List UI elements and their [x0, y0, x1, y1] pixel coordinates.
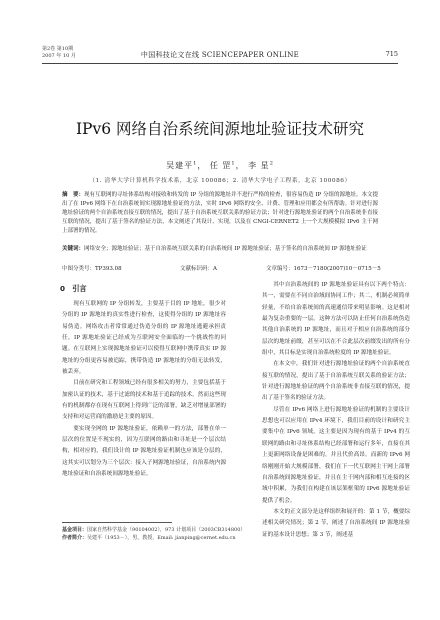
keywords-text: 网络安全；源地址验证；基于自治系统互联关系的自治系统间 IP 源地址验证；基于签名的自治系统间 IP 源地址验证	[84, 246, 367, 252]
document-code: 文献标识码：A	[180, 266, 217, 272]
abstract	[62, 191, 378, 236]
clc-number: 中图分类号：TP393.08	[62, 266, 122, 272]
right-column	[262, 280, 410, 541]
paper-title: IPv6 网络自治系统间源地址验证技术研究	[75, 120, 365, 138]
author-name: 李 星	[248, 161, 270, 170]
author-separator: ，	[197, 161, 207, 170]
fund-text: 国家自然科学基金（90104002），973 计划项目（2003CB314800）	[87, 527, 246, 533]
classification-line	[62, 264, 390, 272]
body-paragraph: 本文的正文部分是这样组织和展开的：第 1 节，概要综述相关研究情况；第 2 节，阐述了自治系统间 IP 源地址验证的基本设计思想；第 3 节，阐述基	[262, 508, 410, 538]
author-separator: ，	[235, 161, 245, 170]
author-affil-mark: 2	[269, 160, 274, 167]
author-bio-label: 作者简介：	[62, 535, 88, 541]
keywords-label: 关键词：	[62, 246, 85, 252]
body-paragraph: 要实现全网的 IP 源地址验证，依赖单一的方法，部署在单一层次的位置是不现实的，因为互联网的路由和寻址是一个层次结构，相对应的，我们设计的 IP 源地址验证机制也应该是分层的，这其实可以划分为三个层次：接入子网源地址验证，自治系统内源地址验证和自治系统间源地址验证。	[62, 425, 226, 478]
journal-name: 中国科技论文在线 SCIENCEPAPER ONLINE	[140, 51, 300, 59]
article-number: 文章编号：1673－7180(2007)10－0715－5	[266, 266, 381, 272]
author-bio	[62, 534, 398, 542]
author-list	[0, 160, 440, 171]
body-paragraph: 其中自治系统间的 IP 源地址验证具有以下两个特点：其一，需要在不同自治域间协同工作；其二，机制必须简单轻量，不给自治系统间的高速通信带来明显影响。这是相对最为复杂重要的一层。这种方法可以防止任何自治系统伪造其他自治系统的 IP 源地址，而且对于相应自治系统的部分层次的地址前缀，甚至可以在不合此层次前缀发出的所有分组中，其目标是实现自治系统粒度的 IP 源地址验证。	[262, 282, 410, 357]
footnote-rule	[62, 522, 172, 523]
body-paragraph: 目前在研究和工程领域已经有很多相关的努力，主要包括基于加密认证的技术，基于过滤的技术和基于追踪的技术。然而这些现有的机制都存在现有互联网上得到广泛的部署，缺乏对增量部署的支持和对运营商的激励是主要的原因。	[62, 380, 226, 421]
body-paragraph: 尽管在 IPv6 网络上进行源地址验证的机制的主要设计思想也可以应用在 IPv4 环境下，我们目前的设计和研究主要集中在 IPv6 领域，这主要是因为现有的基于 IPv4 的互联网的路由和寻址体系结构已经部署和运行多年，直接在其上更新网络设备是困难的，并且代价高昂。而新的 IPv6 网络刚刚开始大规模部署，我们在下一代互联网主干网上部署自治系统间源地址验证，并且在主干网内部和相互连接的区域中积累，为我们在构建在该层架框架的 IPv6 源地址验证提供了机会。	[262, 406, 410, 504]
issue-volume: 第2卷 第10期	[42, 46, 74, 52]
body-paragraph: 在本文中，我们针对进行源地址验证的两个自治系统直接互联的情况，提出了基于自治系统互联关系的验证方法；针对进行源地址验证的两个自治系统非直接互联的情况，提出了基于签名的验证方法。	[262, 361, 410, 402]
left-column	[62, 280, 226, 481]
author-name: 任 罡	[209, 161, 232, 170]
keywords	[62, 245, 378, 254]
issue-date: 2007 年 10 月	[42, 52, 76, 59]
author-bio-text: 吴建平（1953－），男，教授，Email: jianping@cernet.edu.cn	[87, 535, 236, 541]
footnote	[62, 526, 398, 542]
abstract-text: 现有互联网的寻址体系结构对接收和转发的 IP 分组的源地址并不进行严格的检查，很容易伪造 IP 分组的源地址。本文提出了在 IPv6 网络下在自治系统间实现源地址验证的方法，实时 IPv6 网络的安全、计费、管理和应用都会有所帮助。针对进行源地址验证的两个自治系统直接互联的情况，提出了基于自治系统互联关系的验证方法；针对进行源地址验证的两个自治系统非直接互联的情况，提出了基于签名的验证方法，本文阐述了其设计、实现，以及在 CNGI-CERNET2 上一个大规模模拟 IPv6 主干网上部署的情况。	[62, 192, 378, 235]
author-name: 吴建平	[166, 161, 194, 170]
page-number: 715	[385, 50, 398, 58]
fund-note	[62, 526, 398, 534]
header-rule	[42, 63, 398, 64]
section-heading: 0 引言	[60, 284, 87, 293]
affiliation: （1. 清华大学计算机科学技术系，北京 100086；2. 清华大学电子工程系，北京 100086）	[89, 178, 351, 184]
author-affil-mark: 1	[231, 160, 236, 167]
fund-label: 基金项目：	[62, 527, 88, 533]
body-paragraph: 现有互联网的 IP 分组转发，主要基于目的 IP 地址，很少对分组的 IP 源地址的真实性进行检查，这使得分组的 IP 源地址容易伪造。网络攻击者常常通过伪造分组的 IP 源地址逃避承担责任，IP 源地址验证已经成为互联网安全面临的一个挑战性的问题。在互联网上实现源地址验证可以使得互联网中携带真实 IP 源地址的分组更容易被追踪，携带伪造 IP 源地址的分组无法转发，被丢弃。	[62, 301, 226, 376]
author-affil-mark: 1	[193, 160, 198, 167]
abstract-label: 摘 要：	[62, 192, 85, 198]
